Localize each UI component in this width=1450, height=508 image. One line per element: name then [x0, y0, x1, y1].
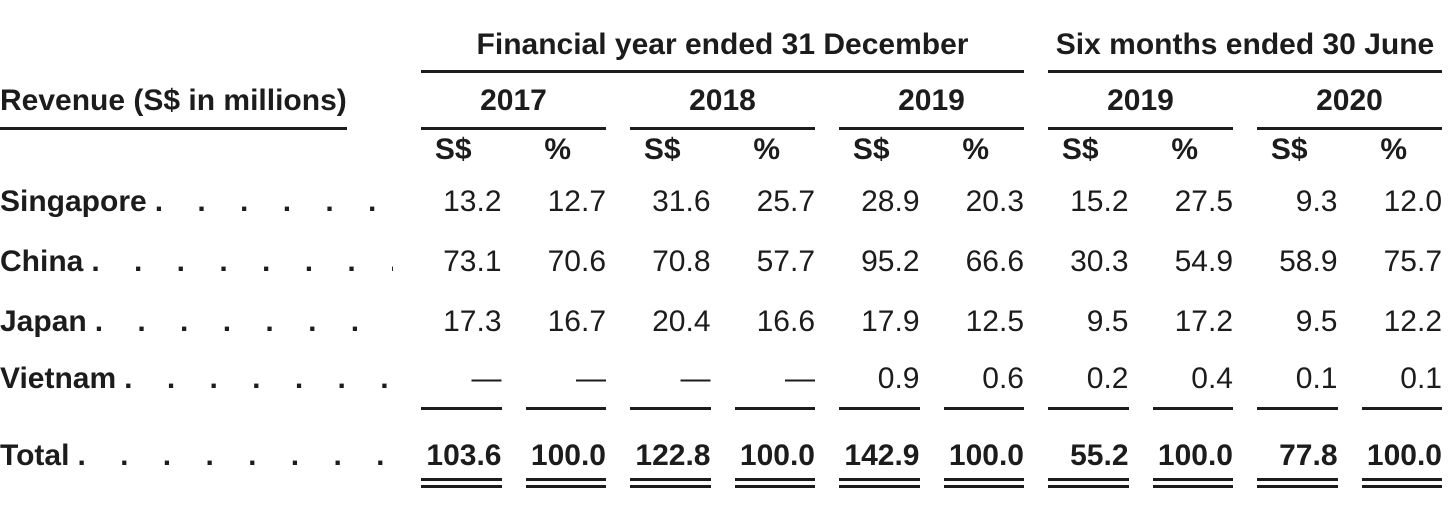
value-cell: 0.4: [1137, 350, 1242, 410]
empty-cell: [0, 130, 405, 170]
total-value-cell: 100.0: [1346, 410, 1450, 488]
total-value-cell: 77.8: [1241, 410, 1346, 488]
year-header-2017: 2017: [405, 73, 614, 130]
dot-leader: [147, 185, 393, 218]
dot-leader: [83, 245, 393, 278]
value-cell: 9.3: [1295, 185, 1338, 218]
value-cell: 20.4: [652, 305, 711, 338]
table-row-china: [0, 230, 1450, 290]
value-cell: 15.2: [1070, 185, 1129, 218]
value-cell: 17.9: [861, 305, 920, 338]
period-group-row: [0, 0, 1450, 73]
empty-cell: [0, 0, 405, 73]
value-cell: 20.3: [965, 185, 1024, 218]
period-group-label: Six months ended 30 June: [1048, 28, 1442, 73]
total-value-cell: 55.2: [1032, 410, 1137, 488]
row-label: Singapore: [0, 185, 147, 218]
value-cell: 27.5: [1174, 185, 1233, 218]
value-cell: 12.7: [547, 185, 606, 218]
amount-subheader: S$: [1270, 133, 1308, 166]
amount-subheader: S$: [852, 133, 890, 166]
total-value-cell: 142.9: [823, 410, 928, 488]
value-cell: 30.3: [1070, 245, 1129, 278]
value-cell: 0.6: [928, 350, 1033, 410]
amount-subheader: S$: [434, 133, 472, 166]
year-header-2020-interim: 2020: [1241, 73, 1450, 130]
value-cell: 95.2: [861, 245, 920, 278]
row-label-cell: [0, 350, 405, 410]
year-header-2019: 2019: [823, 73, 1032, 130]
value-cell: 54.9: [1174, 245, 1233, 278]
table-caption-cell: [0, 73, 405, 130]
total-value-cell: 122.8: [614, 410, 719, 488]
percent-subheader: %: [753, 133, 781, 166]
dot-leader: [69, 439, 393, 472]
row-label-cell: [0, 170, 405, 230]
dot-leader: [116, 362, 393, 395]
value-cell: 9.5: [1295, 305, 1338, 338]
period-group-label: Financial year ended 31 December: [421, 28, 1024, 73]
value-cell: 17.3: [443, 305, 502, 338]
row-label-cell: [0, 410, 405, 488]
value-cell: 0.1: [1346, 350, 1450, 410]
total-value-cell: 100.0: [928, 410, 1033, 488]
value-cell: 58.9: [1279, 245, 1338, 278]
percent-subheader: %: [544, 133, 572, 166]
value-cell: 9.5: [1086, 305, 1129, 338]
total-value-cell: 103.6: [405, 410, 510, 488]
value-cell: 16.6: [756, 305, 815, 338]
table-row-japan: [0, 290, 1450, 350]
row-label: Vietnam: [0, 362, 117, 395]
table-row-vietnam: [0, 350, 1450, 410]
value-cell: 70.6: [547, 245, 606, 278]
total-value-cell: 100.0: [510, 410, 615, 488]
table-row-total: [0, 410, 1450, 488]
value-cell: 16.7: [547, 305, 606, 338]
value-cell: 12.5: [965, 305, 1024, 338]
percent-subheader: %: [962, 133, 990, 166]
value-cell: 31.6: [652, 185, 711, 218]
value-cell: 17.2: [1174, 305, 1233, 338]
total-value-cell: 100.0: [719, 410, 824, 488]
value-cell: 0.9: [823, 350, 928, 410]
value-cell: 73.1: [443, 245, 502, 278]
value-cell: 66.6: [965, 245, 1024, 278]
table-row-singapore: [0, 170, 1450, 230]
value-cell: 70.8: [652, 245, 711, 278]
subheader-row: [0, 130, 1450, 170]
dot-leader: [87, 305, 393, 338]
percent-subheader: %: [1380, 133, 1408, 166]
row-label-cell: [0, 230, 405, 290]
year-header-row: [0, 73, 1450, 130]
value-cell: —: [614, 350, 719, 410]
value-cell: —: [719, 350, 824, 410]
year-header-2019-interim: 2019: [1032, 73, 1241, 130]
year-header-2018: 2018: [614, 73, 823, 130]
value-cell: 0.1: [1241, 350, 1346, 410]
table-caption: Revenue (S$ in millions): [0, 84, 347, 130]
total-label: Total: [0, 439, 70, 472]
value-cell: 13.2: [443, 185, 502, 218]
row-label: China: [0, 245, 84, 278]
value-cell: 75.7: [1383, 245, 1442, 278]
value-cell: —: [510, 350, 615, 410]
value-cell: 12.2: [1383, 305, 1442, 338]
value-cell: 12.0: [1383, 185, 1442, 218]
value-cell: 57.7: [756, 245, 815, 278]
value-cell: 25.7: [756, 185, 815, 218]
value-cell: 0.2: [1032, 350, 1137, 410]
percent-subheader: %: [1171, 133, 1199, 166]
total-value-cell: 100.0: [1137, 410, 1242, 488]
period-group-financial-year: [405, 0, 1032, 73]
row-label: Japan: [0, 305, 87, 338]
amount-subheader: S$: [1061, 133, 1099, 166]
value-cell: 28.9: [861, 185, 920, 218]
period-group-six-months: [1032, 0, 1450, 73]
value-cell: —: [405, 350, 510, 410]
amount-subheader: S$: [643, 133, 681, 166]
row-label-cell: [0, 290, 405, 350]
